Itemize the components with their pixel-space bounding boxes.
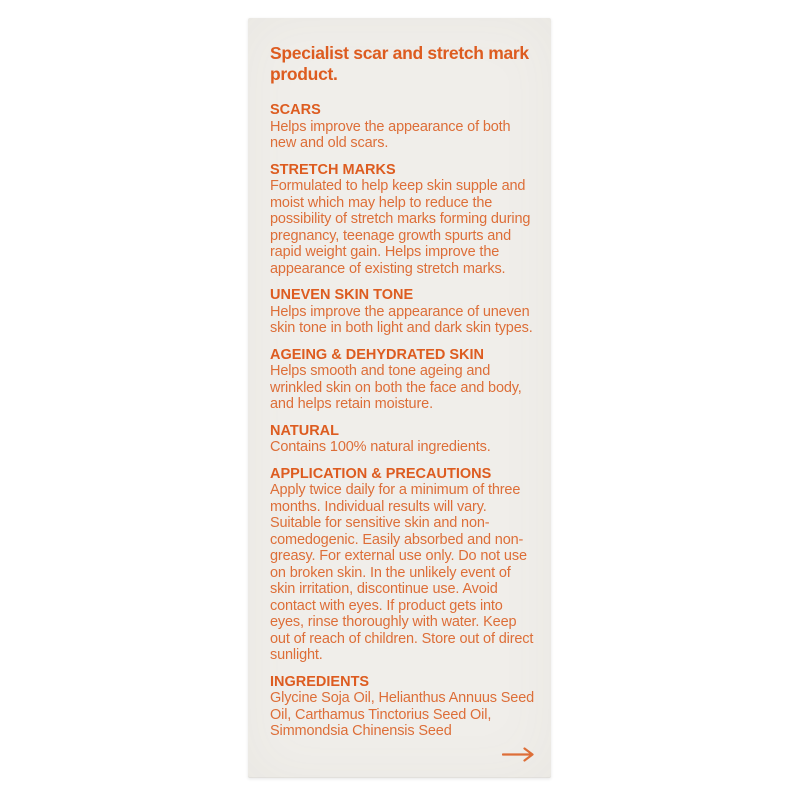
right-arrow-icon bbox=[502, 746, 534, 763]
panel-section bbox=[270, 287, 535, 337]
section-heading: STRETCH MARKS bbox=[270, 161, 396, 178]
section-heading: AGEING & DEHYDRATED SKIN bbox=[270, 346, 485, 363]
section-body: Formulated to help keep skin supple and moist which may help to reduce the possibility of stretch marks forming during pregnancy, teenage growth spurts and rapid weight gain. Helps improve the appearance of existing stretch marks. bbox=[270, 178, 531, 277]
panel-section bbox=[270, 347, 535, 413]
panel-section bbox=[270, 102, 535, 152]
intro-claim: Specialist scar and stretch mark product. bbox=[270, 43, 529, 84]
section-body: Glycine Soja Oil, Helianthus Annuus Seed Oil, Carthamus Tinctorius Seed Oil, Simmondsia Chinensis Seed bbox=[270, 690, 535, 739]
panel-section bbox=[270, 674, 535, 740]
panel-section bbox=[270, 423, 535, 456]
section-heading: UNEVEN SKIN TONE bbox=[270, 287, 414, 303]
section-body: Contains 100% natural ingredients. bbox=[270, 439, 491, 455]
section-body: Helps improve the appearance of uneven skin tone in both light and dark skin types. bbox=[270, 303, 533, 336]
panel-section bbox=[270, 162, 535, 278]
sections-list bbox=[270, 102, 535, 740]
panel-section bbox=[270, 466, 535, 664]
section-heading: NATURAL bbox=[270, 422, 339, 439]
section-heading: SCARS bbox=[270, 102, 321, 118]
section-body: Helps smooth and tone ageing and wrinkled skin on both the face and body, and helps retain moisture. bbox=[270, 363, 522, 412]
section-heading: INGREDIENTS bbox=[270, 673, 370, 690]
section-body: Apply twice daily for a minimum of three months. Individual results will vary. Suitable for sensitive skin and non-comedogenic. Easily absorbed and non-greasy. For external use only. Do not use on broken skin. In the unlikely event of skin irritation, discontinue use. Avoid contact with eyes. If product gets into eyes, rinse thoroughly with water. Keep out of reach of children. Store out of direct sunlight. bbox=[270, 482, 534, 663]
section-body: Helps improve the appearance of both new and old scars. bbox=[270, 118, 511, 151]
packaging-back-panel bbox=[248, 18, 551, 778]
section-heading: APPLICATION & PRECAUTIONS bbox=[270, 465, 492, 482]
